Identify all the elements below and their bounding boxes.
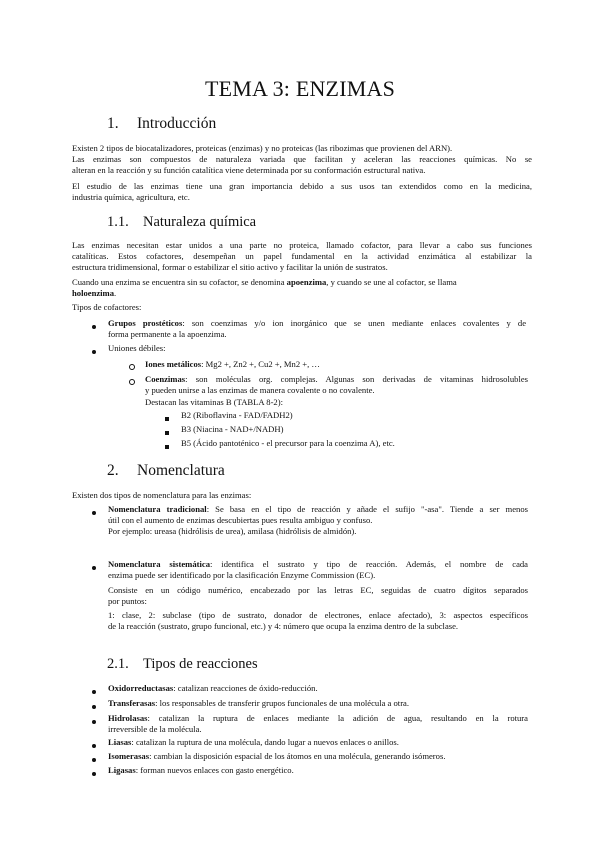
nom-text: : identifica el sustrato y tipo de reacción. Además, el nombre de cada	[210, 559, 528, 569]
term-apoenzima: apoenzima	[286, 277, 327, 287]
nom-t2-line-6: de la reacción (sustrato, grupo funcional, etc.) y 4: número que ocupa la enzima dentro de la subclase.	[108, 621, 459, 631]
reaction-isomerasas	[108, 751, 528, 762]
nom-t2-line-1	[108, 559, 528, 570]
bullet-icon	[92, 740, 96, 751]
cof-c2-line-1	[145, 374, 528, 385]
rx-text: : catalizan reacciones de óxido-reducción.	[173, 683, 318, 693]
subsection-number: 2.1.	[107, 656, 129, 672]
intro-line-3: alteran en la reacción y su función catalítica viene determinada por su conformación estructural nativa.	[72, 165, 426, 175]
nom-text: : Se basa en el tipo de reacción y añade el sufijo "-asa". Tiende a ser menos	[206, 504, 528, 514]
document-title: TEMA 3: ENZIMAS	[205, 76, 395, 101]
nat-line-1: Las enzimas necesitan estar unidos a una parte no proteica, llamado cofactor, para llevar a cabo sus funciones	[72, 240, 532, 250]
cof-c2-line-3: Destacan las vitaminas B (TABLA 8-2):	[145, 397, 283, 407]
term-nomenclatura-tradicional: Nomenclatura tradicional	[108, 504, 207, 514]
nat-line-3: estructura tridimensional, formar o estabilizar el sitio activo y facilitar la unión de sustratos.	[72, 262, 388, 272]
cof-b2: Uniones débiles:	[108, 343, 166, 353]
term-liasas: Liasas	[108, 737, 132, 747]
cof-c2-line-2: y pueden unirse a las enzimas de manera covalente o no covalente.	[145, 385, 375, 395]
bullet-icon	[92, 686, 96, 697]
term-grupos-prosteticos: Grupos prostéticos	[108, 318, 183, 328]
term-coenzimas: Coenzimas	[145, 374, 186, 384]
rx-text: : forman nuevos enlaces con gasto energético.	[135, 765, 294, 775]
cof-b1-line-1	[108, 318, 526, 329]
reaction-hidrolasas-line-2: irreversible de la molécula.	[108, 724, 202, 734]
subsection-number: 1.1.	[107, 214, 129, 230]
vitamin-b2: B2 (Riboflavina - FAD/FADH2)	[181, 410, 293, 420]
bullet-icon	[92, 716, 96, 727]
rx-text: : catalizan la ruptura de una molécula, dando lugar a nuevos enlaces o anillos.	[131, 737, 399, 747]
nat-text: , y cuando se une al cofactor, se llama	[326, 277, 457, 287]
bullet-icon	[92, 562, 96, 573]
nom-t1-line-2: útil con el aumento de enzimas descubiertas pues resulta ambiguo y confuso.	[108, 515, 373, 525]
section-title: Nomenclatura	[137, 462, 225, 479]
subsection-title: Naturaleza química	[143, 214, 257, 230]
square-bullet-icon	[165, 413, 169, 424]
section-title: Introducción	[137, 115, 217, 132]
nat-line-6: Tipos de cofactores:	[72, 302, 142, 312]
nat-text: .	[114, 288, 117, 298]
cof-text: : son moléculas org. complejas. Algunas son derivadas de vitaminas hidrosolubles	[185, 374, 528, 384]
term-ligasas: Ligasas	[108, 765, 136, 775]
square-bullet-icon	[165, 441, 169, 452]
cof-text: : Mg2 +, Zn2 +, Cu2 +, Mn2 +, …	[201, 359, 321, 369]
bullet-icon	[92, 321, 96, 332]
bullet-icon	[92, 701, 96, 712]
cof-b1-line-2: forma permanente a la apoenzima.	[108, 329, 227, 339]
bullet-icon	[92, 346, 96, 357]
intro-line-4: El estudio de las enzimas tiene una gran importancia debido a sus usos tan extendidos como en la medicina,	[72, 181, 532, 191]
nat-line-4	[72, 277, 532, 288]
nat-text: Cuando una enzima se encuentra sin su cofactor, se denomina	[72, 277, 287, 287]
term-transferasas: Transferasas	[108, 698, 156, 708]
reaction-ligasas	[108, 765, 528, 776]
term-iones-metalicos: Iones metálicos	[145, 359, 202, 369]
subsection-heading-tipos-reacciones	[107, 656, 258, 673]
nom-t2-line-2: enzima puede ser identificado por la clasificación Enzyme Commission (EC).	[108, 570, 376, 580]
section-heading-nomenclatura	[107, 462, 225, 480]
term-isomerasas: Isomerasas	[108, 751, 150, 761]
cof-text: : son coenzimas y/o ion inorgánico que se unen mediante enlaces covalentes y de	[182, 318, 527, 328]
nom-t1-line-3: Por ejemplo: ureasa (hidrólisis de urea), amilasa (hidrólisis de almidón).	[108, 526, 357, 536]
reaction-liasas	[108, 737, 528, 748]
reaction-hidrolasas-line-1	[108, 713, 528, 724]
reaction-transferasas	[108, 698, 528, 709]
term-nomenclatura-sistematica: Nomenclatura sistemática	[108, 559, 210, 569]
section-number: 1.	[107, 115, 119, 132]
nom-t1-line-1	[108, 504, 528, 515]
term-holoenzima: holoenzima	[72, 288, 115, 298]
term-hidrolasas: Hidrolasas	[108, 713, 148, 723]
vitamin-b3: B3 (Niacina - NAD+/NADH)	[181, 424, 284, 434]
reaction-oxidorreductasas	[108, 683, 528, 694]
vitamin-b5: B5 (Ácido pantoténico - el precursor para la coenzima A), etc.	[181, 438, 395, 448]
subsection-title: Tipos de reacciones	[143, 656, 258, 672]
intro-line-1: Existen 2 tipos de biocatalizadores, proteicas (enzimas) y no proteicas (las ribozimas que provienen del ARN).	[72, 143, 453, 153]
bullet-icon	[92, 507, 96, 518]
rx-text: : cambian la disposición espacial de los átomos en una molécula, generando isómeros.	[149, 751, 446, 761]
nom-intro: Existen dos tipos de nomenclatura para las enzimas:	[72, 490, 252, 500]
cof-c1	[145, 359, 525, 370]
term-oxidorreductasas: Oxidorreductasas	[108, 683, 174, 693]
rx-text: : catalizan la ruptura de enlaces mediante la adición de agua, resultando en la rotura	[147, 713, 528, 723]
intro-line-5: industria química, agricultura, etc.	[72, 192, 190, 202]
rx-text: : los responsables de transferir grupos funcionales de una molécula a otra.	[155, 698, 410, 708]
circle-bullet-icon	[129, 362, 135, 373]
nom-t2-line-4: por puntos:	[108, 596, 147, 606]
nom-t2-line-5: 1: clase, 2: subclase (tipo de sustrato, donador de electrones, enlace afectado), 3: aspectos específicos	[108, 610, 528, 620]
section-number: 2.	[107, 462, 119, 479]
nat-line-5	[72, 288, 532, 299]
bullet-icon	[92, 754, 96, 765]
section-heading-introduccion	[107, 115, 216, 133]
intro-line-2: Las enzimas son compuestos de naturaleza variada que facilitan y aceleran las reacciones químicas. No se	[72, 154, 532, 164]
nom-t2-line-3: Consiste en un código numérico, encabezado por las letras EC, seguidas de cuatro dígitos separados	[108, 585, 528, 595]
bullet-icon	[92, 768, 96, 779]
circle-bullet-icon	[129, 377, 135, 388]
subsection-heading-naturaleza	[107, 214, 256, 231]
square-bullet-icon	[165, 427, 169, 438]
nat-line-2: catalíticas. Estos cofactores, desempeñan un papel fundamental en la actividad enzimática al estabilizar la	[72, 251, 532, 261]
